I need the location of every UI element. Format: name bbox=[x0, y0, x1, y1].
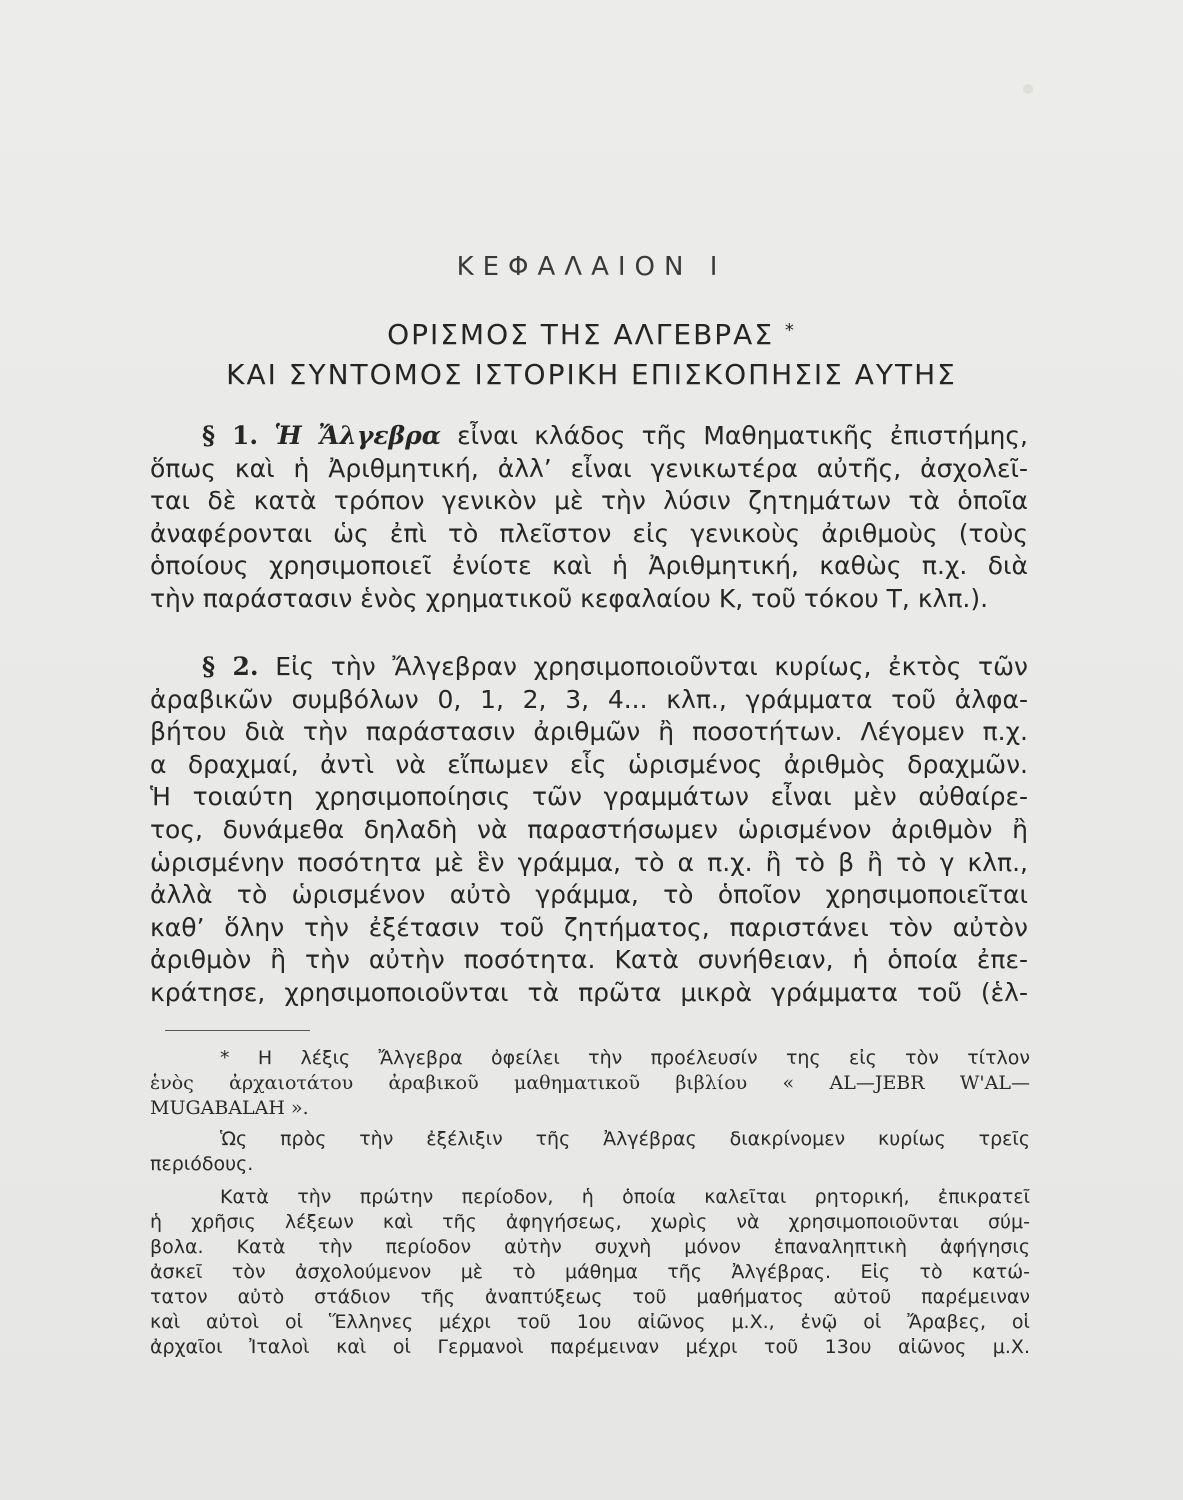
title-line-1 bbox=[0, 318, 1183, 351]
footnote-line: ἀρχαῖοι Ἰταλοὶ καὶ οἱ Γερμανοὶ παρέμειναν μέχρι τοῦ 13ου αἰῶνος μ.Χ. bbox=[150, 1336, 1030, 1358]
title-line-2: ΚΑΙ ΣΥΝΤΟΜΟΣ ΙΣΤΟΡΙΚΗ ΕΠΙΣΚΟΠΗΣΙΣ ΑΥΤΗΣ bbox=[226, 358, 957, 391]
text-line bbox=[150, 651, 1028, 684]
text-line: ὅπως καὶ ἡ Ἀριθμητική, ἀλλ’ εἶναι γενικωτέρα αὐτῆς, ἀσχολεῖ- bbox=[150, 453, 1028, 483]
footnote-line: * Η λέξις Ἄλγεβρα ὀφείλει τὴν προέλευσίν της εἰς τὸν τίτλον bbox=[220, 1047, 1030, 1069]
text-line: ὡρισμένην ποσότητα μὲ ἓν γράμμα, τὸ α π.χ. ἢ τὸ β ἢ τὸ γ κλπ., bbox=[150, 847, 1028, 877]
text-line: ἀραβικῶν συμβόλων 0, 1, 2, 3, 4... κλπ., γράμματα τοῦ ἀλφα- bbox=[150, 684, 1028, 714]
footnote-line: περιόδους. bbox=[150, 1153, 254, 1175]
section-1-label: § 1. bbox=[202, 421, 259, 450]
title-footnote-marker: * bbox=[784, 320, 796, 341]
text-line: ἀριθμὸν ἢ τὴν αὐτὴν ποσότητα. Κατὰ συνήθειαν, ἡ ὁποία ἐπε- bbox=[150, 945, 1028, 975]
text-line: βήτου διὰ τὴν παράστασιν ἀριθμῶν ἢ ποσοτήτων. Λέγομεν π.χ. bbox=[150, 717, 1028, 747]
footnote-line: ἡ χρῆσις λέξεων καὶ τῆς ἀφηγήσεως, χωρὶς νὰ χρησιμοποιοῦνται σύμ- bbox=[150, 1211, 1030, 1233]
footnote-line: ἑνὸς ἀρχαιοτάτου ἀραβικοῦ μαθηματικοῦ βιβλίου « AL—JEBR W'AL— bbox=[150, 1072, 1030, 1094]
section-1-paragraph bbox=[150, 420, 1028, 616]
footnote-line: Κατὰ τὴν πρώτην περίοδον, ἡ ὁποία καλεῖται ρητορική, ἐπικρατεῖ bbox=[220, 1186, 1030, 1208]
footnote-1 bbox=[150, 1046, 1030, 1121]
footnote-line: Ὡς πρὸς τὴν ἐξέλιξιν τῆς Ἀλγέβρας διακρίνομεν κυρίως τρεῖς bbox=[220, 1128, 1030, 1150]
footnote-line: καὶ αὐτοὶ οἱ Ἕλληνες μέχρι τοῦ 1ου αἰῶνος μ.Χ., ἐνῷ οἱ Ἄραβες, οἱ bbox=[150, 1311, 1030, 1333]
text-line: ἀναφέρονται ὡς ἐπὶ τὸ πλεῖστον εἰς γενικοὺς ἀριθμοὺς (τοὺς bbox=[150, 518, 1028, 548]
text-line bbox=[150, 420, 1028, 453]
footnote-divider bbox=[165, 1030, 310, 1031]
text-line: τὴν παράστασιν ἑνὸς χρηματικοῦ κεφαλαίου Κ, τοῦ τόκου Τ, κλπ.). bbox=[150, 583, 989, 613]
section-2-label: § 2. bbox=[202, 652, 259, 681]
text-line: Ἡ τοιαύτη χρησιμοποίησις τῶν γραμμάτων εἶναι μὲν αὐθαίρε- bbox=[150, 782, 1028, 812]
text-line: ὁποίους χρησιμοποιεῖ ἐνίοτε καὶ ἡ Ἀριθμητική, καθὼς π.χ. διὰ bbox=[150, 551, 1028, 581]
footnote-2 bbox=[150, 1127, 1030, 1177]
footnote-line: τατον αὐτὸ στάδιον τῆς ἀναπτύξεως τοῦ μαθήματος αὐτοῦ παρέμειναν bbox=[150, 1286, 1030, 1308]
section-2-paragraph bbox=[150, 651, 1028, 1010]
text-line: τος, δυνάμεθα δηλαδὴ νὰ παραστήσωμεν ὡρισμένον ἀριθμὸν ἢ bbox=[150, 814, 1028, 844]
title-text-1: ΟΡΙΣΜΟΣ ΤΗΣ ΑΛΓΕΒΡΑΣ bbox=[387, 318, 775, 351]
section-1-term: Ἡ Ἄλγεβρα bbox=[274, 421, 442, 450]
chapter-heading: ΚΕΦΑΛΑΙΟΝ Ι bbox=[456, 252, 727, 282]
text-line: ἀλλὰ τὸ ὡρισμένον αὐτὸ γράμμα, τὸ ὁποῖον χρησιμοποιεῖται bbox=[150, 880, 1028, 910]
text-line-content: εἶναι κλάδος τῆς Μαθηματικῆς ἐπιστήμης, bbox=[457, 421, 1028, 450]
footnote-line: βολα. Κατὰ τὴν περίοδον αὐτὴν συχνὴ μόνον ἐπαναληπτικὴ ἀφήγησις bbox=[150, 1236, 1030, 1258]
page-smudge bbox=[1023, 84, 1033, 94]
text-line-content: Εἰς τὴν Ἄλγεβραν χρησιμοποιοῦνται κυρίως, ἐκτὸς τῶν bbox=[275, 652, 1028, 681]
text-line: ται δὲ κατὰ τρόπον γενικὸν μὲ τὴν λύσιν ζητημάτων τὰ ὁποῖα bbox=[150, 486, 1028, 516]
footnote-3 bbox=[150, 1185, 1030, 1360]
text-line: κράτησε, χρησιμοποιοῦνται τὰ πρῶτα μικρὰ γράμματα τοῦ (ἑλ- bbox=[150, 977, 1028, 1007]
footnote-line: ἀσκεῖ τὸν ἀσχολούμενον μὲ τὸ μάθημα τῆς Ἀλγέβρας. Εἰς τὸ κατώ- bbox=[150, 1261, 1030, 1283]
text-line: καθ’ ὅλην τὴν ἐξέτασιν τοῦ ζητήματος, παριστάνει τὸν αὐτὸν bbox=[150, 912, 1028, 942]
text-line: α δραχμαί, ἀντὶ νὰ εἴπωμεν εἷς ὡρισμένος ἀριθμὸς δραχμῶν. bbox=[150, 749, 1028, 779]
footnote-line: MUGABALAH ». bbox=[150, 1097, 309, 1119]
